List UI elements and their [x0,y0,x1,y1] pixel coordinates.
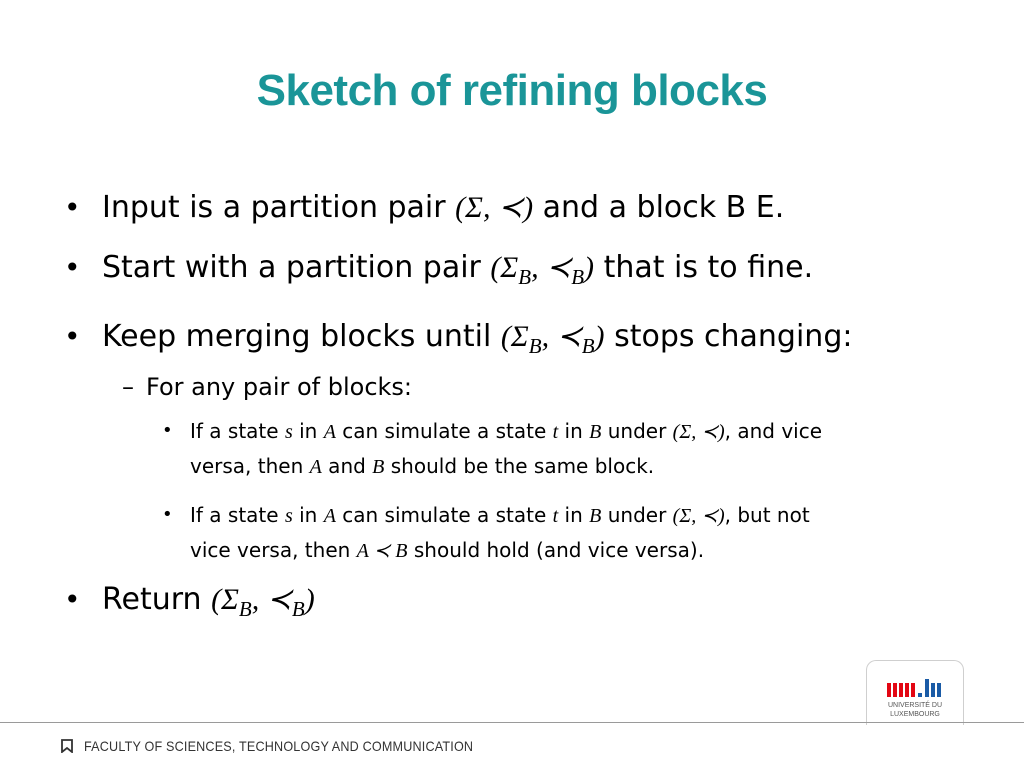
logo-caption: UNIVERSITÉ DU LUXEMBOURG [887,702,943,718]
bullet-start: • Start with a partition pair ($\Sigma_B$, $≺_B$) that is to fine. [64,250,814,289]
bullet-dot: • [162,504,173,525]
bullet-keep-merging: • Keep merging blocks until ($\Sigma_B$, $≺_B$) stops changing: [64,319,853,358]
bullet-dot: • [64,191,81,224]
dash-marker: – [122,373,134,401]
math-partition-pair: (Σ, ≺) [455,191,534,224]
bullet-dot: • [64,251,81,284]
math-partition-pair-b: ($\Sigma_B$, $≺_B$) [490,251,595,289]
footer-divider [0,722,1024,723]
bullet-dot: • [64,320,81,353]
bullet-dot: • [162,420,173,441]
slide-title: Sketch of refining blocks [256,66,768,115]
sub-sub-bullet-same-block: • If a state s in A can simulate a state t in B under (Σ, ≺), and vice versa, then A and B should be the same block. [64,414,850,484]
bullet-dot: • [64,583,81,616]
bookmark-icon [60,739,74,753]
university-logo [866,660,964,725]
footer-faculty-name: FACULTY OF SCIENCES, TECHNOLOGY AND COMMUNICATION [84,738,474,754]
uni-lu-logo-icon [885,677,945,699]
sub-sub-bullet-order: • If a state s in A can simulate a state t in B under (Σ, ≺), but not vice versa, then A ≺ B should hold (and vice versa). [64,498,850,568]
sub-bullet-pairs: – For any pair of blocks: [122,373,413,401]
bullet-return: • Return ($\Sigma_B$, $≺_B$) [64,582,315,621]
bullet-input: • Input is a partition pair (Σ, ≺) and a block B E. [64,190,785,225]
math-partition-pair-b: ($\Sigma_B$, $≺_B$) [211,583,315,621]
slide-body [64,190,984,651]
math-partition-pair-b: ($\Sigma_B$, $≺_B$) [500,320,605,358]
